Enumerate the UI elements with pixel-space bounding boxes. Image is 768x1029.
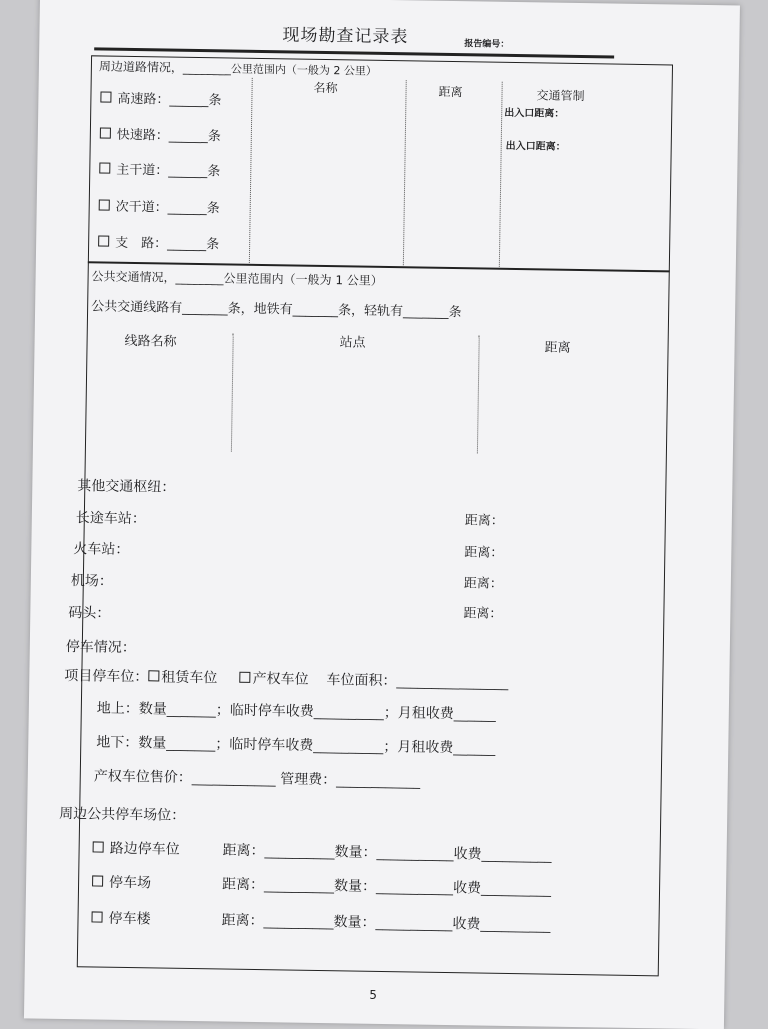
road-item-fastway: 快速路：______条 bbox=[100, 123, 221, 144]
checkbox[interactable] bbox=[100, 127, 111, 138]
checkbox[interactable] bbox=[91, 911, 102, 922]
hub-airport-distance: 距离： bbox=[463, 576, 503, 592]
hub-port: 码头： bbox=[68, 605, 111, 622]
form-page bbox=[24, 0, 740, 1029]
hub-coach-station: 长途车站： bbox=[75, 510, 146, 528]
parking-heading: 停车情况： bbox=[65, 638, 136, 657]
form-title: 现场勘查记录表 bbox=[282, 25, 409, 48]
checkbox[interactable] bbox=[98, 235, 109, 246]
road-item-secondary: 次干道：______条 bbox=[99, 195, 220, 216]
public-parking-lot: 停车场 距离：__________数量：___________收费__________ bbox=[92, 871, 551, 898]
roads-col-traffic: 交通管制 bbox=[536, 88, 585, 104]
public-parking-roadside: 路边停车位 距离：__________数量：___________收费__________ bbox=[92, 837, 551, 864]
hubs-heading: 其他交通枢纽： bbox=[77, 478, 176, 496]
checkbox[interactable] bbox=[99, 162, 110, 173]
hub-port-distance: 距离： bbox=[463, 606, 503, 622]
exit-distance-1: 出入口距离： bbox=[504, 107, 565, 120]
checkbox[interactable] bbox=[93, 841, 104, 852]
parking-underground: 地下：数量_______；临时停车收费__________；月租收费______ bbox=[96, 734, 496, 757]
exit-distance-2: 出入口距离： bbox=[505, 140, 566, 153]
roads-col-distance: 距离 bbox=[438, 84, 463, 100]
road-item-expressway: 高速路：______条 bbox=[100, 87, 221, 108]
parking-ground: 地上：数量_______；临时停车收费__________；月租收费______ bbox=[96, 700, 496, 723]
roads-heading: 周边道路情况，________公里范围内（一般为 2 公里） bbox=[98, 59, 377, 78]
project-parking-row: 项目停车位： 租赁车位 产权车位 车位面积：________________ bbox=[64, 667, 509, 691]
public-parking-garage: 停车楼 距离：__________数量：___________收费__________ bbox=[91, 907, 550, 934]
page-number: 5 bbox=[369, 987, 378, 1002]
transit-lines: 公共交通线路有_______条，地铁有_______条，轻轨有_______条 bbox=[91, 299, 462, 321]
roads-col-name: 名称 bbox=[313, 80, 338, 96]
transit-col-distance: 距离 bbox=[544, 340, 571, 356]
public-parking-heading: 周边公共停车场位： bbox=[59, 805, 186, 824]
hub-coach-distance: 距离： bbox=[464, 513, 504, 529]
transit-heading: 公共交通情况，________公里范围内（一般为 1 公里） bbox=[91, 269, 383, 288]
road-item-branch: 支 路：______条 bbox=[98, 231, 219, 252]
transit-col-station: 站点 bbox=[339, 335, 366, 351]
hub-train-station: 火车站： bbox=[73, 541, 130, 558]
checkbox-rent[interactable] bbox=[148, 670, 159, 681]
checkbox[interactable] bbox=[99, 199, 110, 210]
hub-train-distance: 距离： bbox=[464, 545, 504, 561]
parking-price: 产权车位售价：____________ 管理费：____________ bbox=[93, 768, 421, 790]
checkbox-owned[interactable] bbox=[240, 672, 251, 683]
checkbox[interactable] bbox=[92, 875, 103, 886]
report-number-label: 报告编号： bbox=[464, 39, 510, 50]
hub-airport: 机场： bbox=[70, 573, 113, 590]
transit-col-line: 线路名称 bbox=[124, 333, 177, 350]
checkbox[interactable] bbox=[100, 91, 111, 102]
road-item-arterial: 主干道：______条 bbox=[99, 158, 220, 179]
